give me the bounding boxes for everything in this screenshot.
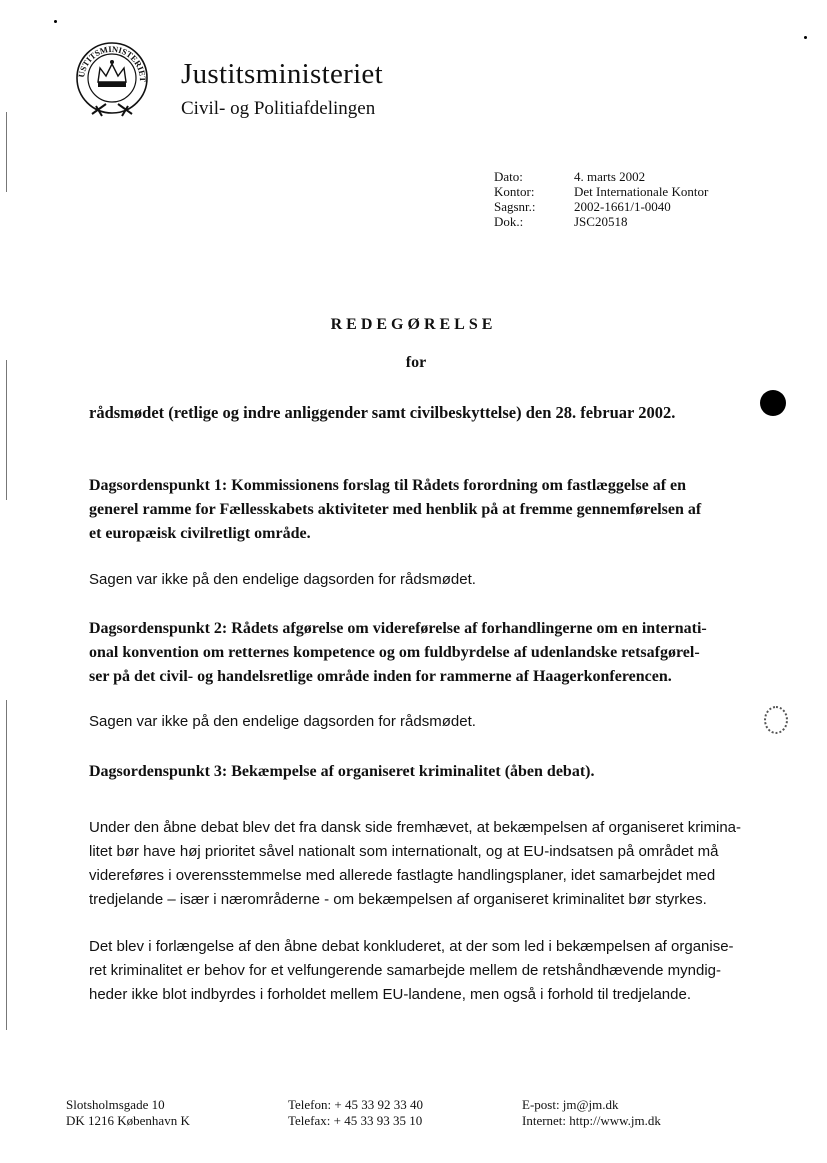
meta-row-office [494,184,708,199]
agenda-item-2 [89,617,749,689]
agenda-heading-line: Dagsordenspunkt 3: Bekæmpelse af organiseret kriminalitet (åben debat). [89,763,595,780]
footer-address [66,1097,190,1129]
scan-edge-mark [6,360,7,500]
organization-name: Justitsministeriet [181,58,383,90]
body-line: heder ikke blot indbyrdes i forholdet mellem EU-landene, men også i forhold til tredjelande. [89,986,691,1003]
agenda-heading-line: Dagsordenspunkt 1: Kommissionens forslag til Rådets forordning om fastlæggelse af en [89,477,687,494]
meta-label: Sagsnr.: [494,199,536,214]
agenda-item-1-body: Sagen var ikke på den endelige dagsorden for rådsmødet. [89,571,476,588]
meta-row-case-number [494,199,708,214]
agenda-item-1 [89,474,749,546]
punch-hole-mark [764,706,788,734]
agenda-heading-line: Dagsordenspunkt 2: Rådets afgørelse om videreførelse af forhandlingerne om en internati- [89,620,707,637]
svg-text:JUSTITSMINISTERIET: USTITSMINISTERIET [76,43,149,83]
scan-speck [804,36,807,39]
scan-edge-mark [6,700,7,1030]
document-title: REDEGØRELSE [330,316,497,333]
meta-value: 4. marts 2002 [574,169,646,184]
body-line: videreføres i overensstemmelse med allerede fastlagte handlingsplaner, idet samarbejdet med [89,867,716,884]
punch-hole-mark [760,390,786,416]
body-line: Under den åbne debat blev det fra dansk side fremhævet, at bekæmpelsen af organiseret krimina- [89,819,742,836]
footer-line: DK 1216 København K [66,1113,190,1128]
scan-edge-mark [6,112,7,192]
meeting-line: rådsmødet (retlige og indre anliggender samt civilbeskyttelse) den 28. februar 2002. [89,403,676,422]
meta-label: Dato: [494,169,523,184]
footer-line: Telefax: + 45 33 93 35 10 [288,1113,423,1128]
agenda-item-3-conclusion [89,935,749,1007]
agenda-item-3-body [89,816,749,912]
footer-line: Telefon: + 45 33 92 33 40 [288,1097,423,1112]
meta-row-date [494,169,708,184]
agenda-heading-line: generel ramme for Fællesskabets aktiviteter med henblik på at fremme gennemførelsen af [89,501,702,518]
agenda-heading-line: et europæisk civilretligt område. [89,525,311,542]
agenda-heading-line: ser på det civil- og handelsretlige område inden for rammerne af Haagerkonferencen. [89,668,672,685]
meta-label: Kontor: [494,184,535,199]
ministry-seal-logo [72,40,152,124]
meta-value: JSC20518 [574,214,628,229]
scan-speck [54,20,57,23]
department-name: Civil- og Politiafdelingen [181,98,376,119]
footer-line: E-post: jm@jm.dk [522,1097,619,1112]
body-line: litet bør have høj prioritet såvel nationalt som internationalt, og at EU-indsatsen på området må [89,843,719,860]
body-line: Det blev i forlængelse af den åbne debat konkluderet, at der som led i bekæmpelsen af organise- [89,938,734,955]
footer-line: Slotsholmsgade 10 [66,1097,165,1112]
agenda-item-3 [89,760,749,784]
document-meta [494,169,708,229]
footer-line: Internet: http://www.jm.dk [522,1113,661,1128]
meta-row-doc [494,214,708,229]
footer-phone [288,1097,423,1129]
agenda-item-2-body: Sagen var ikke på den endelige dagsorden for rådsmødet. [89,713,476,730]
body-line: tredjelande – især i nærområderne - om bekæmpelsen af organiseret kriminalitet bør styrkes. [89,891,707,908]
agenda-heading-line: onal konvention om retternes kompetence og om fuldbyrdelse af udenlandske retsafgørel- [89,644,700,661]
title-for: for [405,354,427,371]
meta-label: Dok.: [494,214,524,229]
body-line: ret kriminalitet er behov for et velfungerende samarbejde mellem de retshåndhævende myndig- [89,962,721,979]
meta-value: Det Internationale Kontor [574,184,709,199]
meta-value: 2002-1661/1-0040 [574,199,671,214]
footer-contact [522,1097,661,1129]
